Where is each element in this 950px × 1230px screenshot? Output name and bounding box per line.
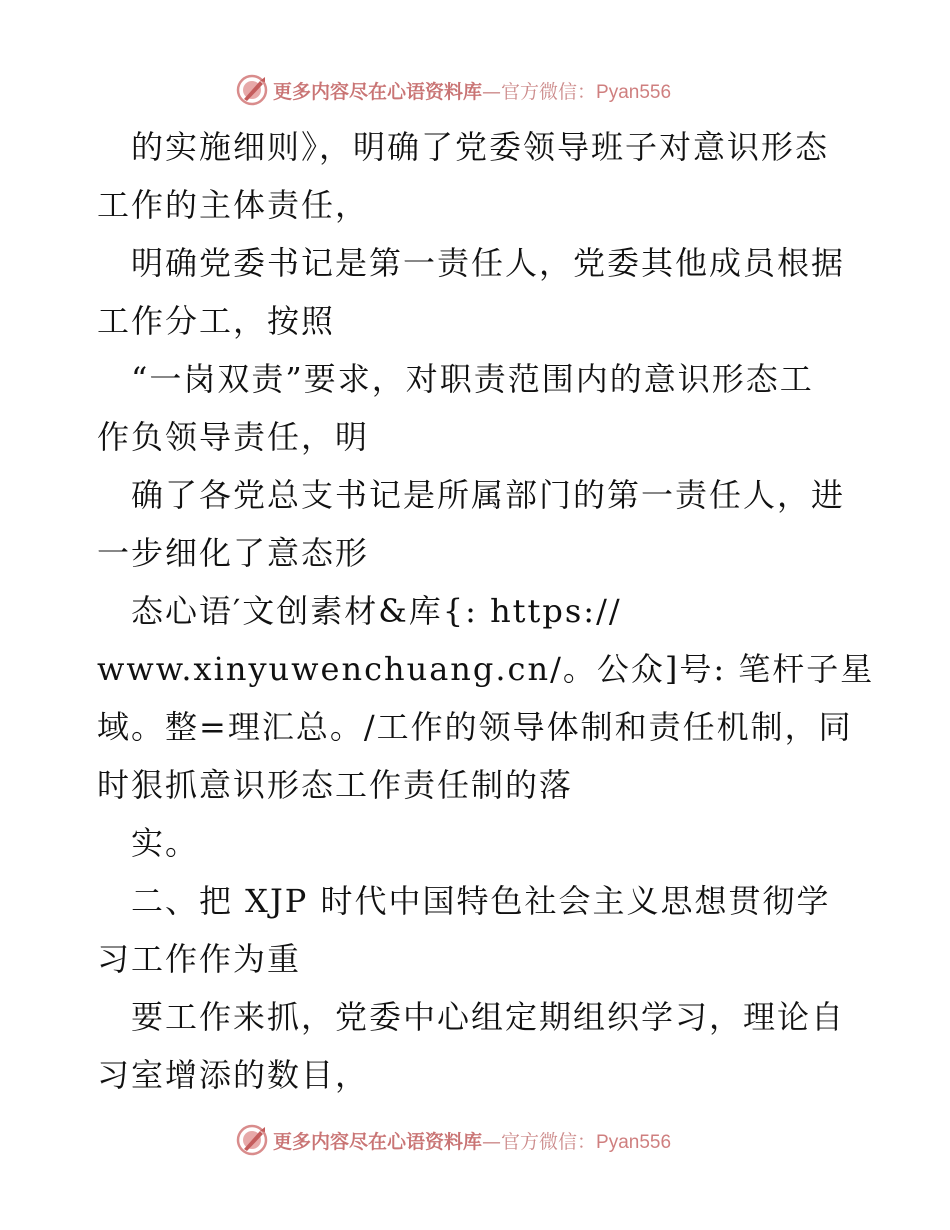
body-line: 一步细化了意态形 — [97, 534, 370, 572]
header-watermark — [235, 72, 671, 108]
body-line: 工作分工，按照 — [97, 302, 336, 340]
body-line: 习工作作为重 — [97, 940, 302, 978]
body-line: “一岗双责”要求，对职责范围内的意识形态工 — [97, 360, 814, 398]
body-line-url: www.xinyuwenchuang.cn/。公众]号: 笔杆子星 — [97, 650, 875, 688]
brand-logo-icon — [235, 73, 269, 107]
body-line: 要工作来抓，党委中心组定期组织学习，理论自 — [97, 998, 846, 1036]
section-heading-line: 二、把 XJP 时代中国特色社会主义思想贯彻学 — [97, 882, 831, 920]
body-line: 工作的主体责任， — [97, 186, 370, 224]
body-line: 时狠抓意识形态工作责任制的落 — [97, 766, 574, 804]
watermark-brand: 更多内容尽在心语资料库 — [273, 1130, 483, 1153]
body-line: 态心语′文创素材&库{: https:// — [97, 592, 622, 630]
watermark-label: 官方微信： — [501, 1130, 597, 1153]
body-line: 实。 — [97, 824, 200, 862]
brand-logo-icon — [235, 1123, 269, 1157]
body-line: 的实施细则》，明确了党委领导班子对意识形态 — [97, 128, 830, 166]
watermark-dash: — — [482, 80, 502, 103]
watermark-label: 官方微信： — [501, 80, 597, 103]
watermark-id: Pyan556 — [596, 81, 672, 103]
body-line: 作负领导责任，明 — [97, 418, 370, 456]
watermark-text — [273, 1127, 671, 1154]
body-line: 确了各党总支书记是所属部门的第一责任人，进 — [97, 476, 846, 514]
body-line: 习室增添的数目， — [97, 1056, 370, 1094]
watermark-id: Pyan556 — [596, 1131, 672, 1153]
footer-watermark — [235, 1122, 671, 1158]
body-line: 明确党委书记是第一责任人，党委其他成员根据 — [97, 244, 846, 282]
watermark-text — [273, 77, 671, 104]
body-line: 域。整=理汇总。/工作的领导体制和责任机制，同 — [97, 708, 853, 746]
watermark-dash: — — [482, 1130, 502, 1153]
watermark-brand: 更多内容尽在心语资料库 — [273, 80, 483, 103]
